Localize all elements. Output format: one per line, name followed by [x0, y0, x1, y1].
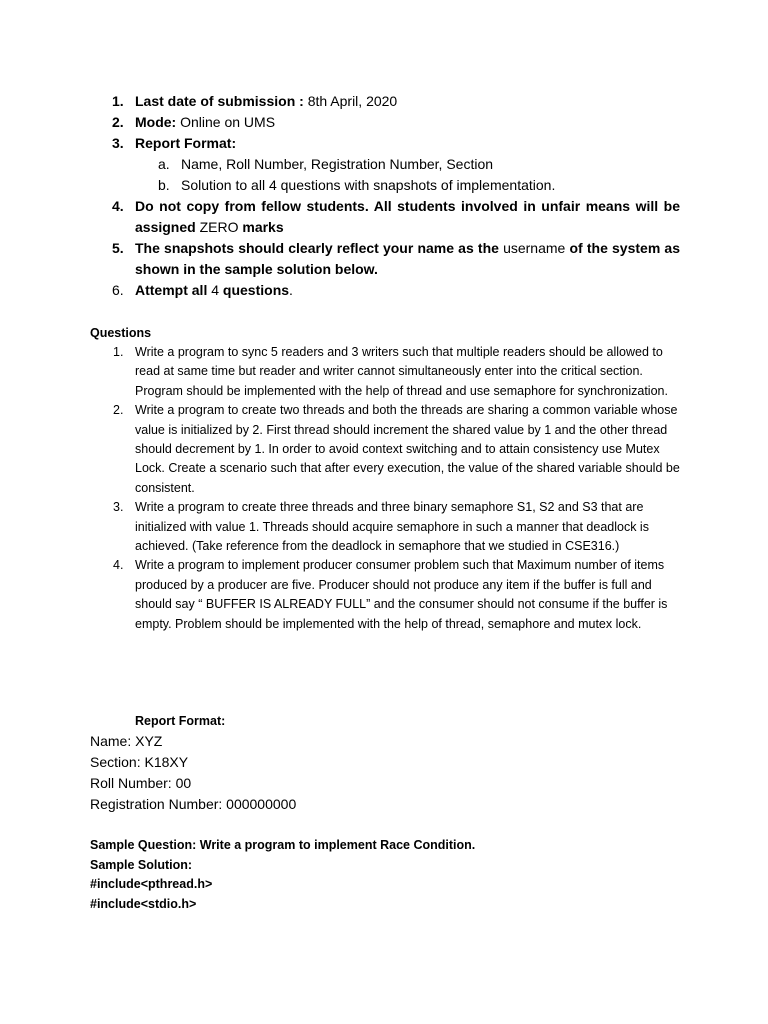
question-number: 2.	[113, 403, 124, 418]
attempt-period: .	[289, 282, 293, 298]
warning-text: Do not copy from fellow students. All students involved in unfair means will be assigned	[135, 198, 680, 235]
instruction-subitem-b	[90, 175, 680, 196]
instruction-number: 3.	[112, 135, 124, 151]
question-number: 1.	[113, 345, 124, 359]
subitem-letter: b.	[158, 177, 170, 193]
question-number: 3.	[113, 500, 124, 515]
snapshot-text: The snapshots should clearly reflect your name as the	[135, 240, 504, 256]
mode-label: Mode:	[135, 114, 177, 130]
question-item-4	[90, 556, 680, 634]
question-text: Write a program to sync 5 readers and 3 writers such that multiple readers should be allowed to read at same time but reader and writer cannot simultaneously enter into the critical section. Program should be implemented with the help of thread and use semaphore for synchronization.	[135, 345, 668, 398]
warning-marks: marks	[238, 219, 284, 235]
report-section-line: Section: K18XY	[90, 754, 189, 770]
warning-zero: ZERO	[199, 219, 239, 235]
instruction-number: 6.	[112, 282, 124, 298]
question-text: Write a program to implement producer consumer problem such that Maximum number of items produced by a producer are five. Producer should not produce any item if the buffer is full and should say “ BUFFER IS ALREADY FULL” and the consumer should not consume if the buffer is empty. Problem should be implemented with the help of thread, semaphore and mutex lock.	[135, 558, 668, 631]
submission-date-label: Last date of submission :	[135, 93, 304, 109]
questions-list	[90, 343, 680, 634]
sample-section	[90, 836, 475, 914]
instruction-item-6	[90, 280, 680, 301]
report-format-lines	[90, 731, 296, 815]
instructions-list	[90, 91, 680, 301]
instruction-item-5	[90, 238, 680, 280]
report-format-label: Report Format:	[135, 135, 237, 151]
subitem-text: Name, Roll Number, Registration Number, Section	[181, 156, 494, 172]
subitem-letter: a.	[158, 156, 170, 172]
submission-date-value: 8th April, 2020	[303, 93, 398, 109]
sample-solution-label: Sample Solution:	[90, 857, 193, 872]
question-item-1	[90, 343, 680, 401]
instruction-number: 5.	[112, 240, 124, 256]
instruction-number: 1.	[112, 93, 124, 109]
report-format-heading: Report Format:	[135, 714, 226, 728]
attempt-count: 4	[207, 282, 223, 298]
report-registration-line: Registration Number: 000000000	[90, 796, 297, 812]
attempt-questions: questions	[222, 282, 290, 298]
instruction-number: 4.	[112, 198, 124, 214]
attempt-text: Attempt all	[135, 282, 208, 298]
instruction-text	[135, 196, 680, 238]
instruction-item-1	[90, 91, 680, 112]
mode-value: Online on UMS	[176, 114, 276, 130]
questions-heading: Questions	[90, 326, 152, 340]
snapshot-username: username	[503, 240, 566, 256]
subitem-text: Solution to all 4 questions with snapshots of implementation.	[181, 177, 556, 193]
question-text: Write a program to create two threads and both the threads are sharing a common variable whose value is initialized by 2. First thread should increment the shared value by 1 and the other thread should decrement by 1. In order to avoid context switching and to attain consistency use Mutex Lock. Create a scenario such that after every execution, the value of the shared variable should be consistent.	[135, 403, 680, 495]
instruction-number: 2.	[112, 114, 124, 130]
instruction-item-3	[90, 133, 680, 154]
snapshot-text-end: of the system as shown in the sample solution below.	[135, 240, 680, 277]
report-name-line: Name: XYZ	[90, 733, 163, 749]
question-number: 4.	[113, 558, 124, 573]
instruction-item-4	[90, 196, 680, 238]
sample-question: Sample Question: Write a program to implement Race Condition.	[90, 838, 476, 852]
code-line: #include<pthread.h>	[90, 877, 213, 891]
instruction-item-2	[90, 112, 680, 133]
instruction-subitem-a	[90, 154, 680, 175]
instruction-text	[135, 238, 680, 280]
report-roll-line: Roll Number: 00	[90, 775, 192, 791]
question-text: Write a program to create three threads and three binary semaphore S1, S2 and S3 that are initialized with value 1. Threads should acquire semaphore in such a manner that deadlock is achieved. (Take reference from the deadlock in semaphore that we studied in CSE316.)	[135, 500, 649, 554]
question-item-3	[90, 498, 680, 556]
question-item-2	[90, 401, 680, 498]
code-line: #include<stdio.h>	[90, 896, 197, 911]
